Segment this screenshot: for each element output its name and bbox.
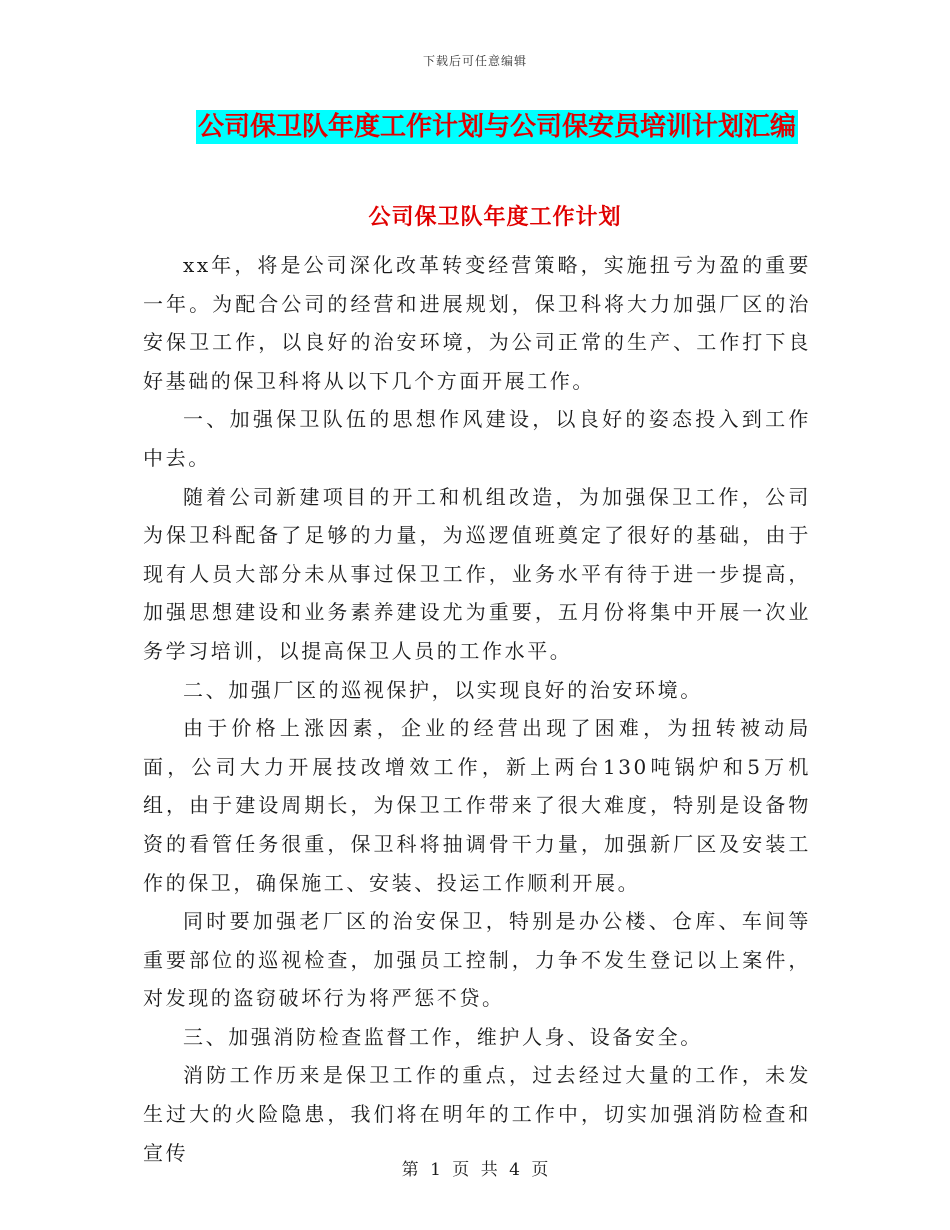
paragraph: 同时要加强老厂区的治安保卫，特别是办公楼、仓库、车间等重要部位的巡视检查，加强员工控制，力争不发生登记以上案件，对发现的盗窃破坏行为将严惩不贷。 — [143, 909, 811, 1011]
section-title: 公司保卫队年度工作计划 — [368, 205, 622, 230]
paragraph: 随着公司新建项目的开工和机组改造，为加强保卫工作，公司为保卫科配备了足够的力量，为巡逻值班奠定了很好的基础，由于现有人员大部分未从事过保卫工作，业务水平有待于进一步提高，加强思想建设和业务素养建设尤为重要，五月份将集中开展一次业务学习培训，以提高保卫人员的工作水平。 — [143, 484, 811, 663]
page-number-footer: 第 1 页 共 4 页 — [401, 1160, 549, 1180]
header-note: 下载后可任意编辑 — [422, 54, 527, 68]
paragraph: 由于价格上涨因素，企业的经营出现了困难，为扭转被动局面，公司大力开展技改增效工作，新上两台130吨锅炉和5万机组，由于建设周期长，为保卫工作带来了很大难度，特别是设备物资的看管任务很重，保卫科将抽调骨干力量，加强新厂区及安装工作的保卫，确保施工、安装、投运工作顺利开展。 — [143, 716, 811, 895]
paragraph: 二、加强厂区的巡视保护，以实现良好的治安环境。 — [183, 677, 703, 702]
paragraph: 一、加强保卫队伍的思想作风建设，以良好的姿态投入到工作中去。 — [143, 407, 811, 470]
paragraph: xx年，将是公司深化改革转变经营策略，实施扭亏为盈的重要一年。为配合公司的经营和进展规划，保卫科将大力加强厂区的治安保卫工作，以良好的治安环境，为公司正常的生产、工作打下良好基础的保卫科将从以下几个方面开展工作。 — [143, 253, 811, 393]
document-body — [143, 246, 811, 1172]
document-main-title: 公司保卫队年度工作计划与公司保安员培训计划汇编 — [198, 112, 797, 142]
paragraph: 三、加强消防检查监督工作，维护人身、设备安全。 — [183, 1024, 703, 1049]
paragraph: 消防工作历来是保卫工作的重点，过去经过大量的工作，未发生过大的火险隐患，我们将在明年的工作中，切实加强消防检查和宣传 — [143, 1063, 811, 1165]
